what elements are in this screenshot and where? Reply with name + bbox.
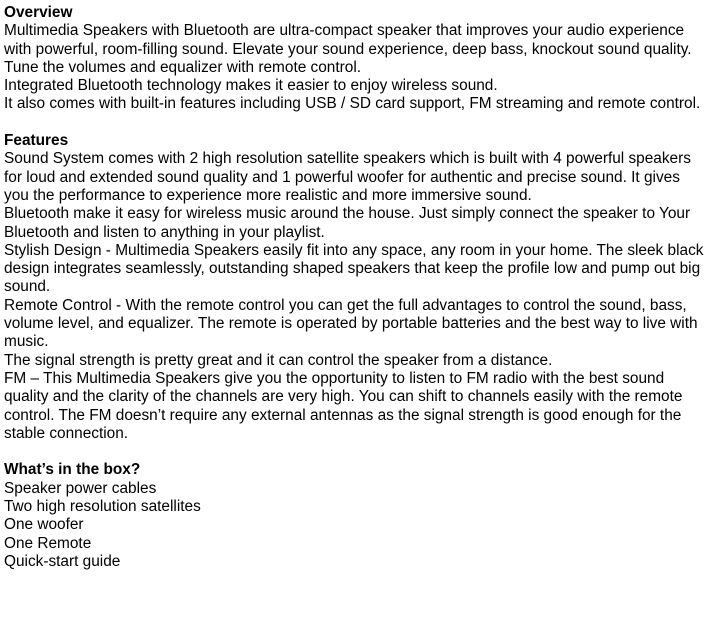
box-item: One Remote	[4, 534, 92, 552]
features-section	[4, 132, 714, 443]
features-paragraph: Bluetooth make it easy for wireless music around the house. Just simply connect the speaker to Your Bluetooth and listen to anything in your playlist.	[4, 205, 691, 241]
overview-section	[4, 4, 714, 114]
overview-heading: Overview	[4, 4, 73, 21]
overview-paragraph: Integrated Bluetooth technology makes it easier to enjoy wireless sound.	[4, 77, 498, 95]
features-paragraph: Remote Control - With the remote control you can get the full advantages to control the sound, bass, volume level, and equalizer. The remote is operated by portable batteries and the best way to live with music.	[4, 296, 698, 351]
features-paragraph: The signal strength is pretty great and it can control the speaker from a distance.	[4, 351, 553, 369]
features-paragraph: FM – This Multimedia Speakers give you the opportunity to listen to FM radio with the best sound quality and the clarity of the channels are very high. You can shift to channels easily with the remote control. The FM doesn’t require any external antennas as the signal strength is good enough for the stable connection.	[4, 369, 683, 442]
overview-paragraph: Multimedia Speakers with Bluetooth are ultra-compact speaker that improves your audio experience with powerful, room-filling sound. Elevate your sound experience, deep bass, knockout sound quality.	[4, 22, 692, 58]
box-item: Two high resolution satellites	[4, 498, 201, 516]
box-item: Speaker power cables	[4, 479, 157, 497]
features-paragraph: Sound System comes with 2 high resolution satellite speakers which is built with 4 powerful speakers for loud and extended sound quality and 1 powerful woofer for authentic and precise sound. It gives you the performance to experience more realistic and more immersive sound.	[4, 150, 691, 204]
box-contents-heading: What’s in the box?	[4, 461, 141, 479]
box-contents-section	[4, 461, 714, 571]
box-item: Quick-start guide	[4, 552, 121, 570]
features-paragraph: Stylish Design - Multimedia Speakers easily fit into any space, any room in your home. The sleek black design integrates seamlessly, outstanding shaped speakers that keep the profile low and pump out big sound.	[4, 241, 704, 296]
box-item: One woofer	[4, 516, 84, 534]
overview-paragraph: It also comes with built-in features including USB / SD card support, FM streaming and remote control.	[4, 95, 701, 113]
features-heading: Features	[4, 132, 69, 150]
overview-paragraph: Tune the volumes and equalizer with remote control.	[4, 58, 362, 76]
